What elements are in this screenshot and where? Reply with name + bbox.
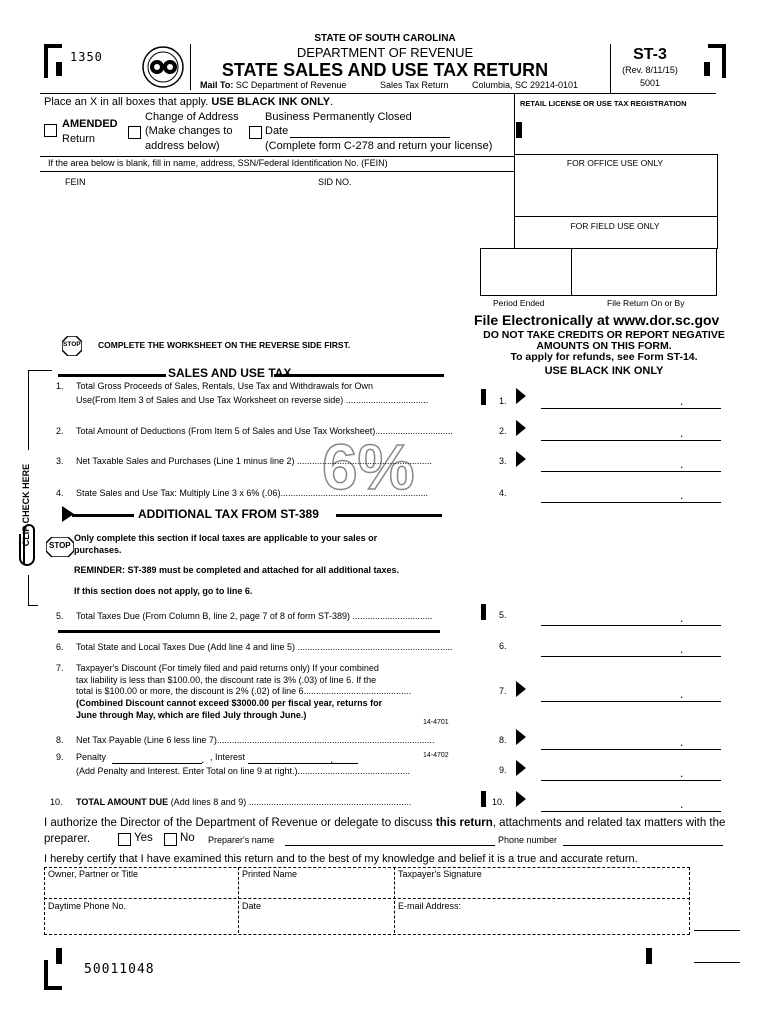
line-7-number: 7. [56,663,64,673]
yes-checkbox[interactable] [118,833,131,846]
sales-use-heading: SALES AND USE TAX [168,366,292,380]
line-2-amount[interactable] [541,440,721,441]
amended-checkbox[interactable] [44,124,57,137]
section-rule [274,374,444,377]
line-4-label: 4. [499,488,507,498]
line-10-label: 10. [492,797,505,807]
file-electronically: File Electronically at www.dor.sc.gov [474,312,720,328]
line-9-label: 9. [499,765,507,775]
line-1-number: 1. [56,381,64,391]
corner-bracket-bottom-left [44,960,62,990]
clip-bracket [28,370,52,371]
signature-divider [394,867,395,933]
line-2-text: Total Amount of Deductions (From Item 5 of Sales and Use Tax Worksheet)............................... [76,426,453,436]
retail-license-label: RETAIL LICENSE OR USE TAX REGISTRATION [520,99,687,108]
registration-mark [704,62,710,76]
section-rule [58,630,440,633]
line-4-amount[interactable] [541,502,721,503]
decimal-point: . [201,752,205,766]
line-1-amount[interactable] [541,408,721,409]
interest-label: , Interest [210,752,246,762]
reminder-note: REMINDER: ST-389 must be completed and attached for all additional taxes. [74,565,400,575]
line-9-number: 9. [56,752,64,762]
additional-note-1: Only complete this section if local taxes are applicable to your sales or [74,533,378,543]
signature-grid [44,867,690,935]
arrow-icon [516,388,526,404]
worksheet-instruction: COMPLETE THE WORKSHEET ON THE REVERSE SIDE FIRST. [98,340,351,350]
decimal-point: . [680,457,684,471]
decimal-point: . [680,488,684,502]
arrow-icon [516,451,526,467]
line-7-text-d: (Combined Discount cannot exceed $3000.00 per fiscal year, returns for [76,698,383,708]
business-closed-label: Business Permanently Closed [265,111,412,123]
line-2-label: 2. [499,426,507,436]
not-apply-note: If this section does not apply, go to line 6. [74,586,253,596]
line-9-amount[interactable] [541,780,721,781]
line-3-text: Net Taxable Sales and Purchases (Line 1 minus line 2) ...................................................... [76,456,432,466]
clip-check-label: CLIP CHECK HERE [21,463,31,547]
preparer-label: preparer. [44,833,91,845]
line-4-number: 4. [56,488,64,498]
decimal-point: . [330,752,334,766]
form-number: 5001 [639,78,661,88]
line-7-amount[interactable] [541,701,721,702]
clip-bracket [28,605,38,606]
line-10-text: TOTAL AMOUNT DUE (Add lines 8 and 9) ................................................................. [76,797,412,807]
line-7-label: 7. [499,686,507,696]
line-3-number: 3. [56,456,64,466]
decimal-point: . [680,766,684,780]
header-divider [190,44,191,90]
mail-to: Mail To: SC Department of Revenue [200,80,347,90]
section-rule [72,514,134,517]
additional-heading: ADDITIONAL TAX FROM ST-389 [138,507,319,521]
rate-watermark: 6% [322,431,415,503]
decimal-point: . [680,735,684,749]
phone-label: Phone number [498,835,558,845]
change-address-note-2: address below) [145,140,220,152]
form-title: STATE SALES AND USE TAX RETURN [221,60,549,80]
penalty-field[interactable] [112,763,202,764]
line-6-number: 6. [56,642,64,652]
signature-divider [238,867,239,933]
period-ended-label: Period Ended [493,298,545,308]
registration-mark [646,948,652,964]
corner-line [694,930,740,931]
form-code: 1350 [70,50,103,64]
line-3-label: 3. [499,456,507,466]
line-7-text-c: total is $100.00 or more, the discount is 2% (.02) of line 6........................................... [76,686,412,696]
footer-code: 50011048 [84,962,155,977]
field-use-label: FOR FIELD USE ONLY [570,221,660,231]
line-7-text-b: tax liability is less than $100.00, the discount rate is 3% (.03) of line 6. If the [76,675,377,685]
line-1-label: 1. [499,396,507,406]
file-by-label: File Return On or By [607,298,685,308]
change-address-note: (Make changes to [145,125,233,137]
business-closed-checkbox[interactable] [249,126,262,139]
decimal-point: . [680,642,684,656]
black-ink-note: USE BLACK INK ONLY [544,365,664,377]
preparer-name-label: Preparer's name [208,835,275,845]
registration-mark [481,389,486,405]
decimal-point: . [680,426,684,440]
daytime-phone-label[interactable]: Daytime Phone No. [48,901,127,911]
code-4702: 14-4702 [423,752,449,759]
sid-label: SID NO. [318,177,352,187]
line-1-text-2: Use(From Item 3 of Sales and Use Tax Worksheet on reverse side) ................................. [76,395,429,405]
line-3-amount[interactable] [541,471,721,472]
change-address-label: Change of Address [145,111,239,123]
penalty-label: Penalty [76,752,107,762]
date-label: Date [265,125,289,137]
email-label[interactable]: E-mail Address: [398,901,462,911]
no-credits-2: AMOUNTS ON THIS FORM. [536,340,672,352]
department-name: DEPARTMENT OF REVENUE [296,45,474,60]
office-use-label: FOR OFFICE USE ONLY [566,158,664,168]
decimal-point: . [680,797,684,811]
clip-bracket [28,370,29,450]
line-9-text: (Add Penalty and Interest. Enter Total on line 9 at right.)............................................. [76,766,410,776]
corner-bracket-top-right [708,44,726,78]
corner-line [694,962,740,963]
date-field[interactable] [290,137,450,138]
paperclip-icon [18,520,40,570]
form-id: ST-3 [633,46,667,63]
line-2-number: 2. [56,426,64,436]
owner-label[interactable]: Owner, Partner or Title [48,869,139,879]
no-label: No [180,832,195,844]
registration-mark [56,62,62,76]
decimal-point: . [680,394,684,408]
line-5-text: Total Taxes Due (From Column B, line 2, page 7 of 8 of form ST-389) ................................ [76,611,433,621]
phone-field[interactable] [563,845,723,846]
yes-label: Yes [134,832,153,844]
line-8-text: Net Tax Payable (Line 6 less line 7)....................................................................................... [76,735,435,745]
registration-mark [56,948,62,964]
closed-note: (Complete form C-278 and return your license) [265,140,493,152]
arrow-icon [516,791,526,807]
line-5-label: 5. [499,610,507,620]
arrow-icon [516,729,526,745]
mail-to-city: Columbia, SC 29214-0101 [472,80,579,90]
line-8-label: 8. [499,735,507,745]
place-x-instruction: Place an X in all boxes that apply. USE BLACK INK ONLY. [44,96,334,108]
date-signature-label[interactable]: Date [242,901,262,911]
decimal-point: . [680,687,684,701]
arrow-icon [516,681,526,697]
line-1-text: Total Gross Proceeds of Sales, Rentals, Use Tax and Withdrawals for Own [76,381,373,391]
amended-label: AMENDED [62,118,118,130]
taxpayer-signature-label[interactable]: Taxpayer's Signature [398,869,482,879]
mail-to-dept: Sales Tax Return [380,80,449,90]
certify-text: I hereby certify that I have examined this return and to the best of my knowledge and belief it is a true and accurate return. [44,853,638,865]
address-box [40,156,514,317]
state-name: STATE OF SOUTH CAROLINA [314,33,456,44]
file-by-box[interactable] [570,248,717,296]
no-checkbox[interactable] [164,833,177,846]
section-rule [336,514,442,517]
additional-note-2: purchases. [74,545,122,555]
line-6-text: Total State and Local Taxes Due (Add line 4 and line 5) .............................................................. [76,642,453,652]
line-8-amount[interactable] [541,749,721,750]
authorize-text: I authorize the Director of the Department of Revenue or delegate to discuss this return, attachments and related tax matters with the [44,817,726,829]
fein-label: FEIN [65,177,86,187]
stop-sign-icon: STOP [62,336,82,356]
line-7-text-a: Taxpayer's Discount (For timely filed and paid returns only) If your combined [76,663,379,673]
interest-field[interactable] [248,763,358,764]
line-6-label: 6. [499,641,507,651]
clip-bracket [28,575,29,605]
line-4-text: State Sales and Use Tax: Multiply Line 3 x 6% (.06)........................................................... [76,488,428,498]
blank-area-note: If the area below is blank, fill in name, address, SSN/Federal Identification No. (FEIN) [48,158,388,168]
preparer-name-field[interactable] [285,845,495,846]
registration-mark [481,604,486,620]
line-6-amount[interactable] [541,656,721,657]
header-divider [610,44,611,94]
section-rule [58,374,166,377]
line-8-number: 8. [56,735,64,745]
address-rule [40,171,514,172]
form-revision: (Rev. 8/11/15) [622,65,678,75]
arrow-icon [516,420,526,436]
refunds-note: To apply for refunds, see Form ST-14. [510,351,698,363]
decimal-point: . [680,611,684,625]
registration-mark [481,791,486,807]
line-5-number: 5. [56,611,64,621]
no-credits-1: DO NOT TAKE CREDITS OR REPORT NEGATIVE [483,329,725,341]
line-10-amount[interactable] [541,811,721,812]
seal-icon [142,46,184,88]
period-ended-box[interactable] [480,248,572,296]
printed-name-label[interactable]: Printed Name [242,869,298,879]
stop-sign-icon: STOP [46,537,74,557]
change-address-checkbox[interactable] [128,126,141,139]
code-4701: 14-4701 [423,719,449,726]
arrow-icon [516,760,526,776]
state-seal [142,46,184,88]
registration-mark [516,122,522,138]
line-10-number: 10. [50,797,63,807]
line-5-amount[interactable] [541,625,721,626]
line-7-text-e: June through May, which are filed July through June.) [76,710,307,720]
return-label: Return [62,133,96,145]
signature-divider [44,898,690,899]
